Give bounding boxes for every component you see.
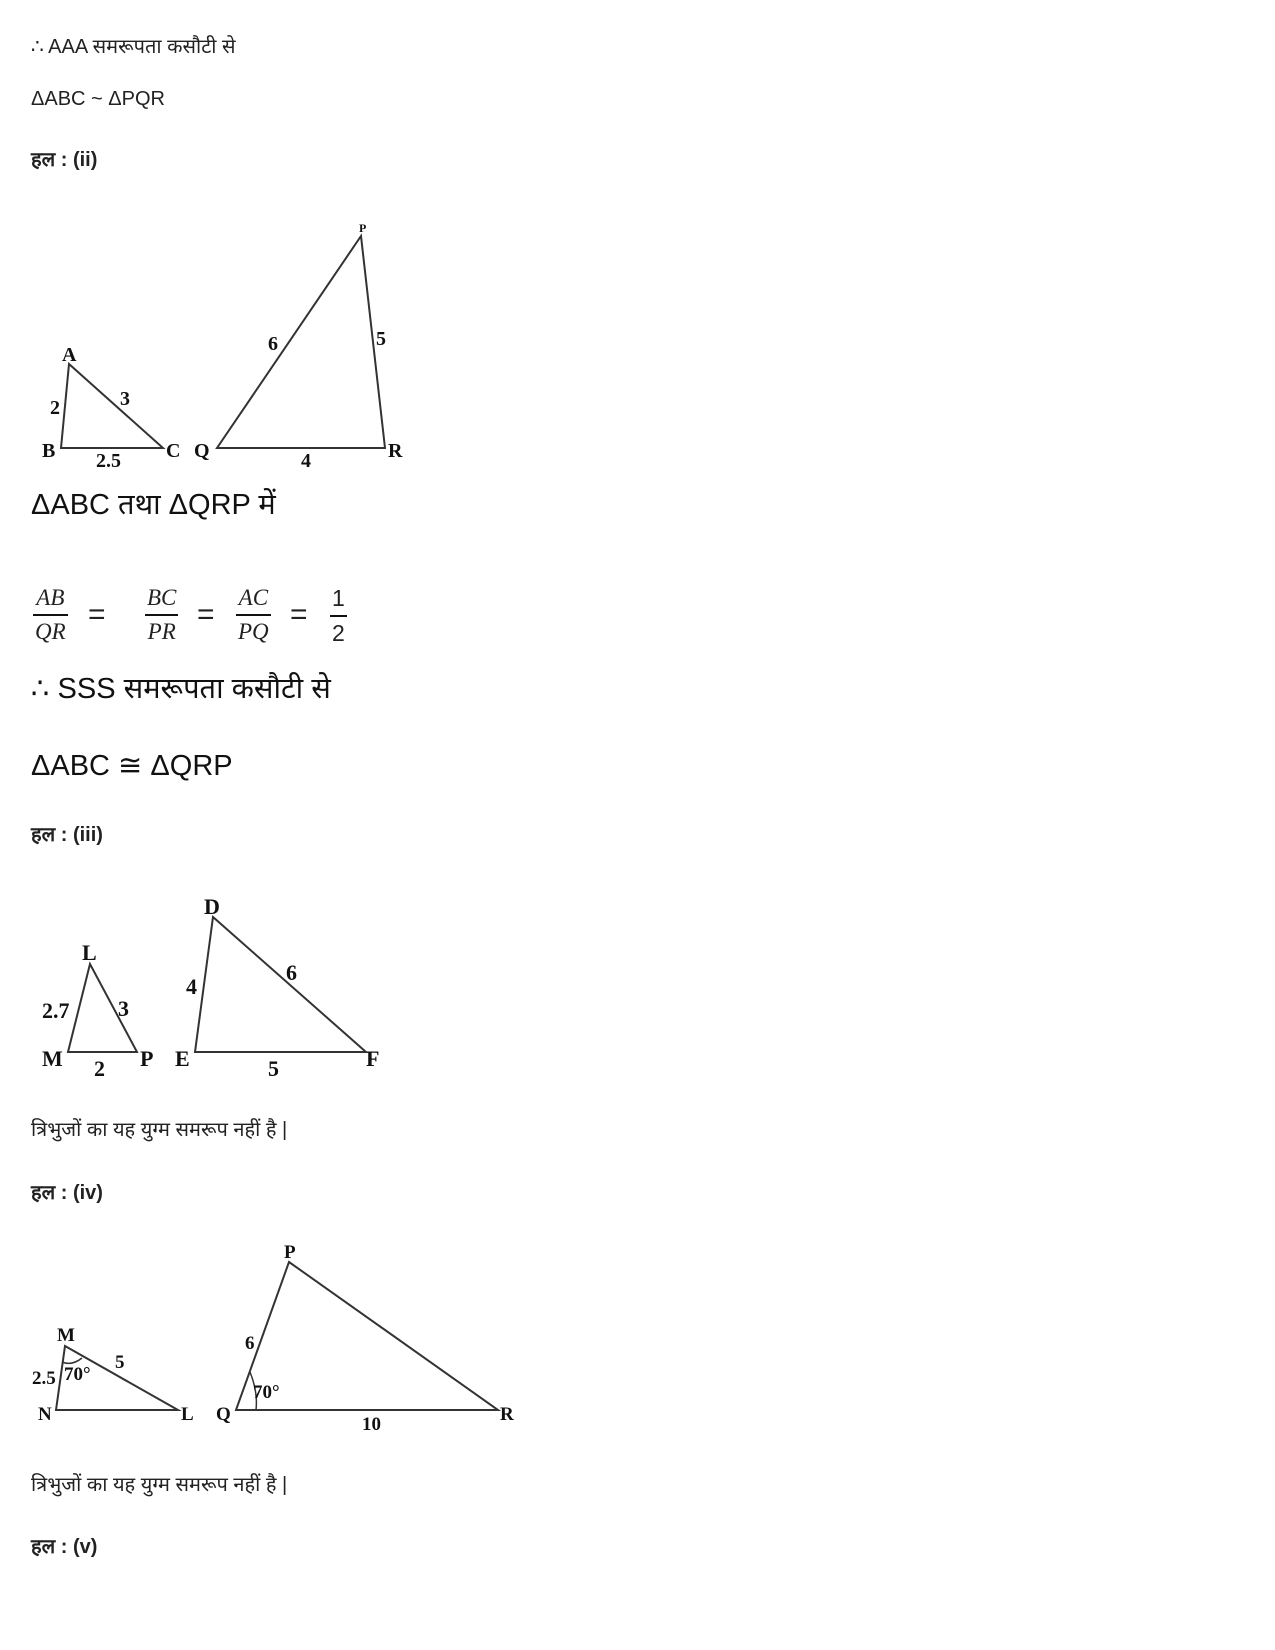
side-ab: 2: [50, 397, 60, 419]
side-pq: 6: [245, 1333, 255, 1354]
vertex-c: C: [166, 440, 181, 462]
fraction-numerator: AB: [36, 585, 65, 610]
not-similar-iv-text: त्रिभुजों का यह युग्म समरूप नहीं है |: [31, 1474, 288, 1496]
vertex-n: N: [38, 1404, 52, 1425]
vertex-p: P: [284, 1242, 296, 1263]
side-ac: 3: [120, 388, 130, 410]
vertex-m: M: [42, 1046, 63, 1071]
fraction-denominator: QR: [35, 619, 66, 644]
side-pq: 6: [268, 333, 278, 355]
vertex-d: D: [204, 894, 220, 919]
fraction-denominator: PR: [147, 619, 176, 644]
fraction-bc-pr: [145, 585, 178, 645]
angle-q-label: 70°: [253, 1382, 280, 1403]
fraction-one-half: [330, 585, 347, 647]
figure-iv: [0, 1235, 540, 1440]
side-de: 4: [186, 974, 197, 999]
vertex-l: L: [82, 940, 97, 965]
triangle-abc: [61, 364, 163, 448]
fraction-ac-pq: [236, 585, 271, 645]
similarity-statement: ΔABC ~ ΔPQR: [31, 88, 165, 110]
not-similar-iii-text: त्रिभुजों का यह युग्म समरूप नहीं है |: [31, 1119, 288, 1141]
vertex-q: Q: [216, 1404, 231, 1425]
vertex-f: F: [366, 1046, 380, 1071]
vertex-e: E: [175, 1046, 190, 1071]
side-qr: 4: [301, 450, 311, 472]
side-ef: 5: [268, 1056, 279, 1081]
vertex-r: R: [388, 440, 403, 462]
side-df: 6: [286, 960, 297, 985]
fraction-denominator: PQ: [238, 619, 269, 644]
triangles-ii-text: ΔABC तथा ΔQRP में: [31, 489, 276, 521]
fraction-ab-qr: [33, 585, 68, 645]
vertex-r: R: [500, 1404, 514, 1425]
fraction-numerator: 1: [332, 585, 345, 611]
fraction-numerator: AC: [238, 585, 269, 610]
aaa-criterion-text: ∴ AAA समरूपता कसौटी से: [31, 36, 236, 58]
vertex-b: B: [42, 440, 56, 462]
vertex-p: P: [140, 1046, 154, 1071]
triangle-pqr: [217, 236, 385, 448]
figure-iii: [0, 890, 420, 1090]
fraction-denominator: 2: [332, 620, 345, 646]
solution-iii-heading: हल : (iii): [31, 824, 103, 846]
vertex-a: A: [62, 344, 77, 366]
vertex-p: P: [359, 221, 367, 235]
angle-m-label: 70°: [64, 1364, 91, 1385]
side-pr: 5: [376, 328, 386, 350]
side-mp: 2: [94, 1056, 105, 1081]
equals-sign: =: [88, 598, 106, 631]
vertex-l: L: [181, 1404, 194, 1425]
congruence-statement-ii: ΔABC ≅ ΔQRP: [31, 750, 233, 782]
side-lm: 2.7: [42, 998, 70, 1023]
side-qr: 10: [362, 1414, 381, 1435]
side-lp: 3: [118, 996, 129, 1021]
solution-ii-heading: हल : (ii): [31, 149, 98, 171]
sss-criterion-text: ∴ SSS समरूपता कसौटी से: [31, 673, 331, 705]
solution-v-heading: हल : (v): [31, 1536, 98, 1558]
solution-iv-heading: हल : (iv): [31, 1182, 103, 1204]
vertex-m: M: [57, 1325, 75, 1346]
side-mn: 2.5: [32, 1368, 56, 1389]
triangle-def: [195, 917, 366, 1052]
vertex-q: Q: [194, 440, 210, 462]
equals-sign: =: [290, 598, 308, 631]
fraction-numerator: BC: [147, 585, 177, 610]
angle-arc-m: [62, 1358, 82, 1363]
figure-ii: [0, 210, 430, 480]
equals-sign: =: [197, 598, 215, 631]
side-ml: 5: [115, 1352, 125, 1373]
side-bc: 2.5: [96, 450, 121, 472]
